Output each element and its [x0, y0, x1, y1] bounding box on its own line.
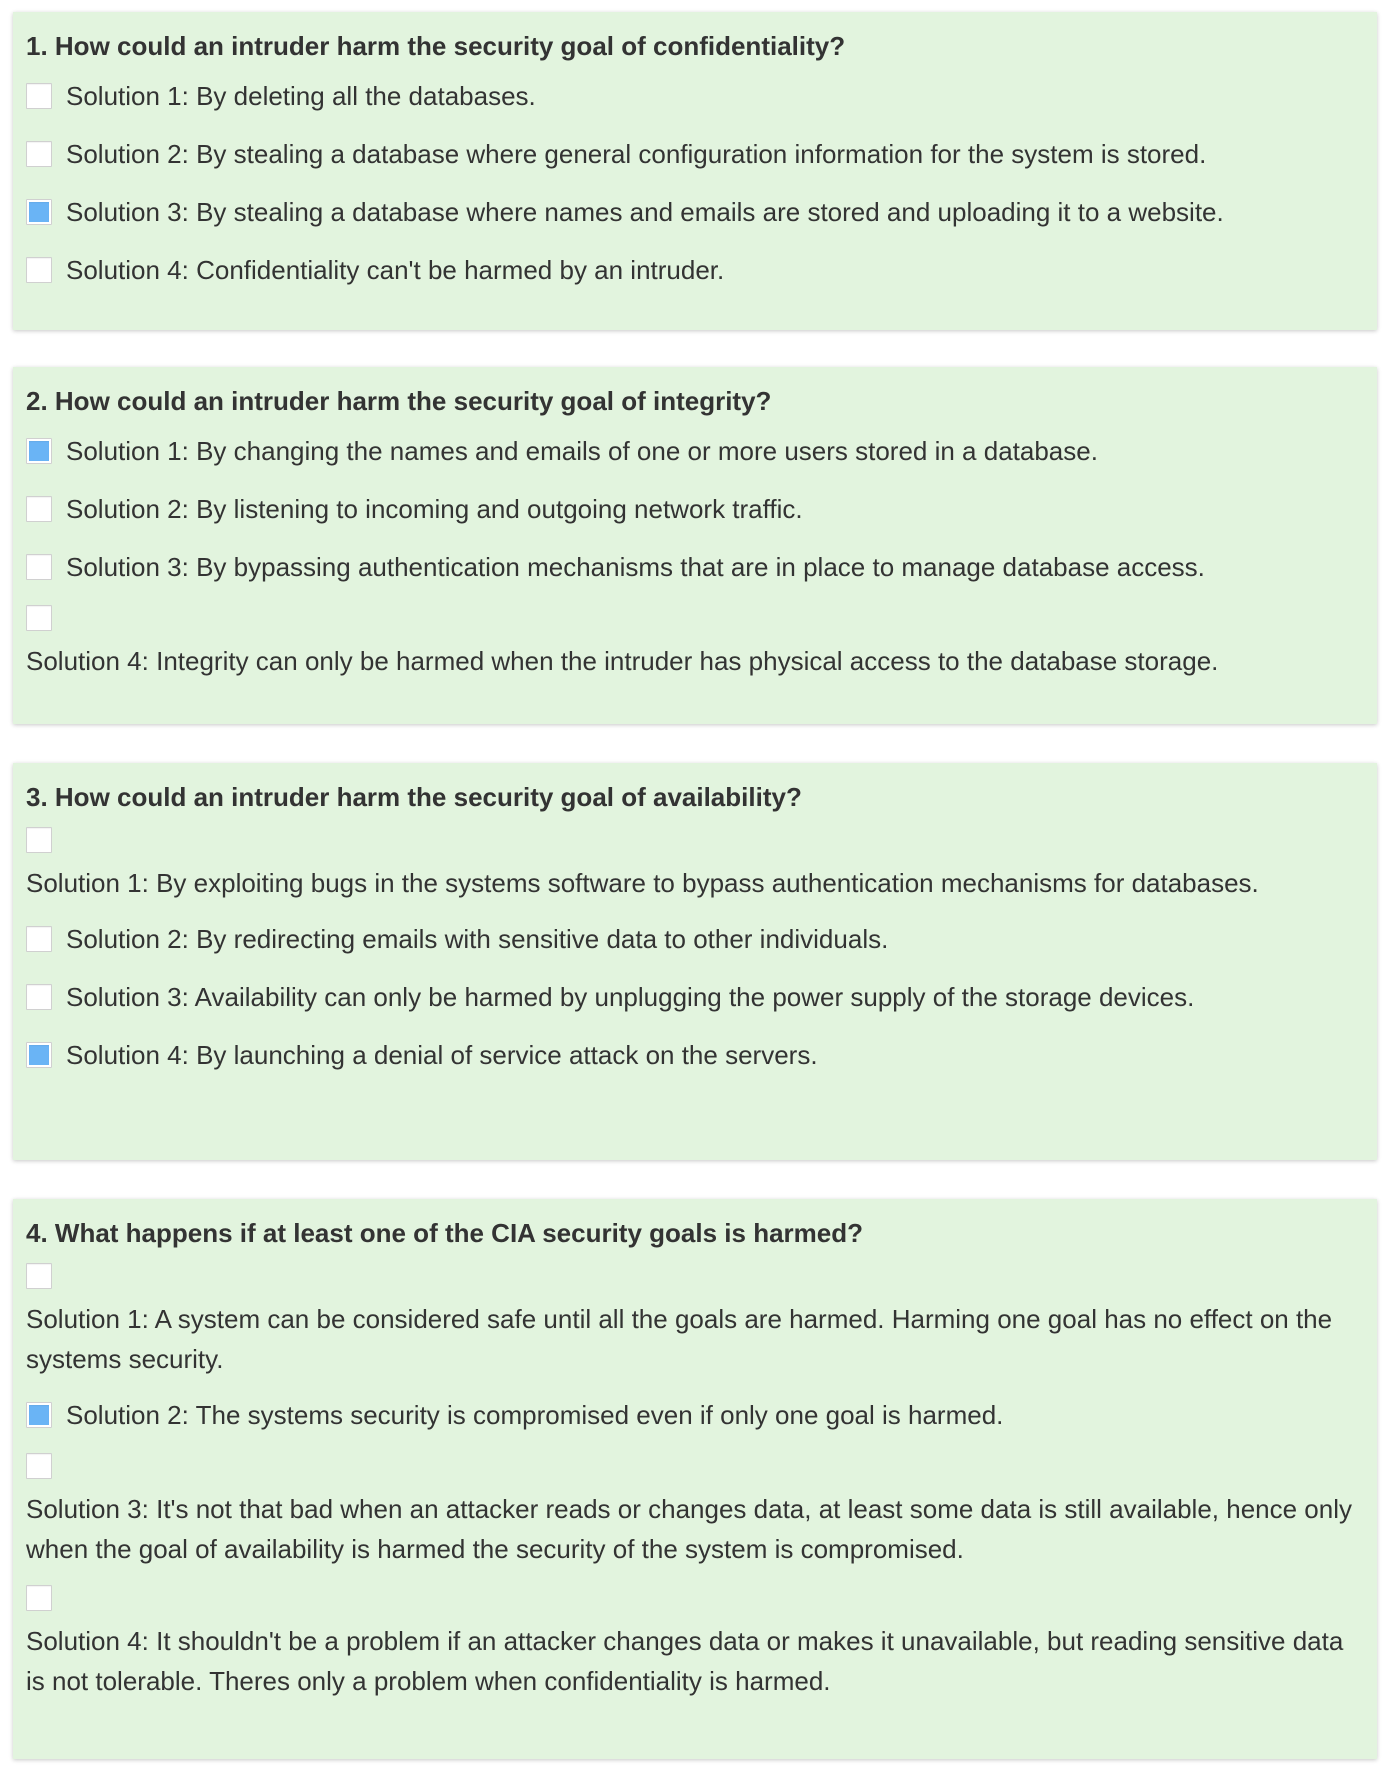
answer-checkbox[interactable] — [26, 141, 52, 167]
answer-option[interactable] — [26, 1035, 1363, 1075]
answer-label: Solution 2: By redirecting emails with sensitive data to other individuals. — [66, 924, 889, 954]
answer-option[interactable] — [26, 547, 1363, 587]
answer-checkbox[interactable] — [26, 1585, 52, 1611]
answer-option[interactable] — [26, 827, 1363, 903]
answer-checkbox[interactable] — [26, 496, 52, 522]
answer-label: Solution 3: It's not that bad when an attacker reads or changes data, at least some data is still available, hence only when the goal of availability is harmed the security of the system is compromised. — [26, 1494, 1352, 1564]
answer-label: Solution 1: By changing the names and emails of one or more users stored in a database. — [66, 436, 1098, 466]
answer-label: Solution 4: It shouldn't be a problem if an attacker changes data or makes it unavailable, but reading sensitive data is not tolerable. Theres only a problem when confidentiality is harmed. — [26, 1626, 1344, 1696]
answer-label: Solution 1: By exploiting bugs in the systems software to bypass authentication mechanisms for databases. — [26, 868, 1259, 898]
answer-option[interactable] — [26, 605, 1363, 681]
answer-label: Solution 2: By stealing a database where general configuration information for the system is stored. — [66, 139, 1207, 169]
answer-label: Solution 3: By bypassing authentication mechanisms that are in place to manage database access. — [66, 552, 1205, 582]
answer-checkbox[interactable] — [26, 1402, 52, 1428]
answer-option[interactable] — [26, 134, 1363, 174]
answer-label: Solution 1: By deleting all the databases. — [66, 81, 536, 111]
question-title: 2. How could an intruder harm the security goal of integrity? — [26, 386, 772, 416]
question-card-3 — [13, 763, 1377, 1160]
answer-checkbox[interactable] — [26, 605, 52, 631]
answer-label: Solution 4: By launching a denial of service attack on the servers. — [66, 1040, 818, 1070]
question-title: 3. How could an intruder harm the security goal of availability? — [26, 782, 802, 812]
answer-option[interactable] — [26, 919, 1363, 959]
answer-label: Solution 2: By listening to incoming and outgoing network traffic. — [66, 494, 803, 524]
answer-checkbox[interactable] — [26, 83, 52, 109]
answer-label: Solution 4: Integrity can only be harmed when the intruder has physical access to the database storage. — [26, 646, 1219, 676]
answer-label: Solution 1: A system can be considered safe until all the goals are harmed. Harming one goal has no effect on the systems security. — [26, 1304, 1333, 1374]
question-card-2 — [13, 367, 1377, 724]
question-title: 4. What happens if at least one of the CIA security goals is harmed? — [26, 1218, 863, 1248]
answer-checkbox[interactable] — [26, 926, 52, 952]
answer-option[interactable] — [26, 1585, 1363, 1701]
answer-label: Solution 4: Confidentiality can't be harmed by an intruder. — [66, 255, 725, 285]
answer-checkbox[interactable] — [26, 554, 52, 580]
answer-option[interactable] — [26, 1395, 1363, 1435]
answer-checkbox[interactable] — [26, 1263, 52, 1289]
question-title: 1. How could an intruder harm the security goal of confidentiality? — [26, 31, 846, 61]
answer-checkbox[interactable] — [26, 257, 52, 283]
answer-checkbox[interactable] — [26, 199, 52, 225]
answer-option[interactable] — [26, 1453, 1363, 1569]
answer-checkbox[interactable] — [26, 984, 52, 1010]
answer-option[interactable] — [26, 192, 1363, 232]
answer-label: Solution 2: The systems security is compromised even if only one goal is harmed. — [66, 1400, 1004, 1430]
answer-option[interactable] — [26, 977, 1363, 1017]
answer-option[interactable] — [26, 489, 1363, 529]
answer-option[interactable] — [26, 76, 1363, 116]
answer-checkbox[interactable] — [26, 1042, 52, 1068]
answer-checkbox[interactable] — [26, 1453, 52, 1479]
answer-label: Solution 3: Availability can only be harmed by unplugging the power supply of the storage devices. — [66, 982, 1195, 1012]
answer-label: Solution 3: By stealing a database where names and emails are stored and uploading it to a website. — [66, 197, 1224, 227]
question-card-1 — [13, 12, 1377, 330]
answer-option[interactable] — [26, 250, 1363, 290]
question-card-4 — [13, 1199, 1377, 1759]
answer-option[interactable] — [26, 431, 1363, 471]
answer-checkbox[interactable] — [26, 438, 52, 464]
answer-option[interactable] — [26, 1263, 1363, 1379]
answer-checkbox[interactable] — [26, 827, 52, 853]
